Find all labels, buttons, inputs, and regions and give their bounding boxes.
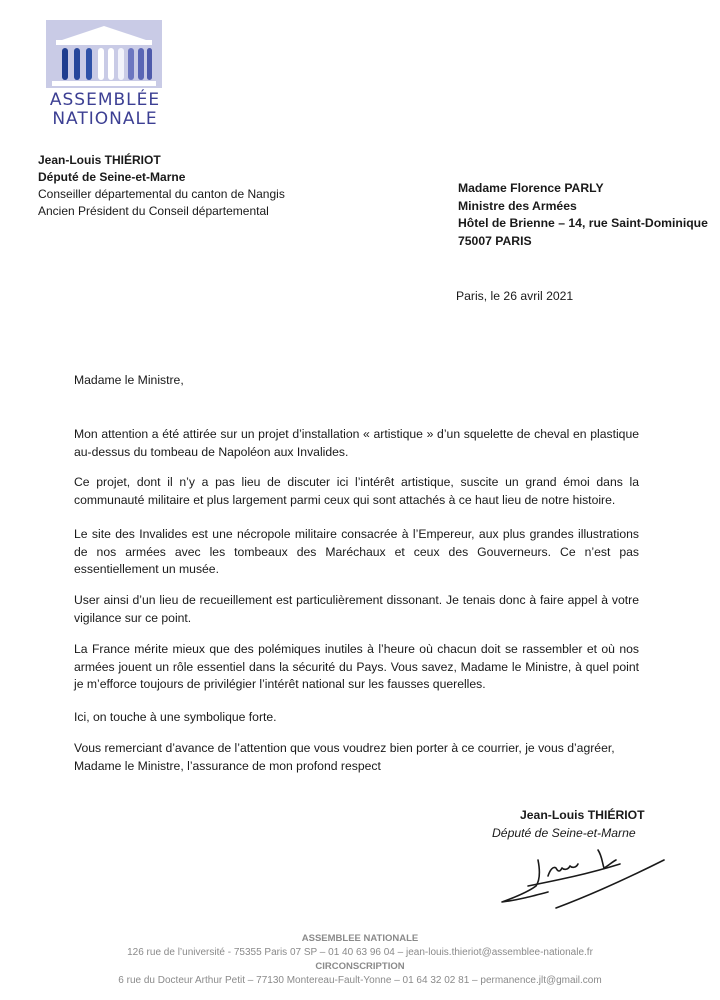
paragraph-text: Ici, on touche à une symbolique forte. — [74, 710, 277, 724]
handwritten-signature-icon — [498, 840, 668, 910]
paragraph-1 — [74, 426, 639, 461]
sender-name: Jean-Louis THIÉRIOT — [38, 153, 161, 167]
paragraph-text: La France mérite mieux que des polémiques inutiles à l’heure où chacun doit se rassembler et où nos armées jouent un rôle essentiel dans la sécurité du Pays. Vous savez, Madame le Ministre, à quel point je m’efforce toujours de privilégier l’intérêt national sur les fausses querelles. — [74, 642, 639, 691]
paragraph-6 — [74, 709, 639, 727]
paragraph-text: Vous remerciant d’avance de l’attention que vous voudrez bien porter à ce courrier, je vous d’agréer, Madame le Ministre, l’assurance de mon profond respect — [74, 741, 615, 773]
paragraph-2 — [74, 474, 639, 509]
paragraph-text: User ainsi d’un lieu de recueillement est particulièrement dissonant. Je tenais donc à faire appel à votre vigilance sur ce point. — [74, 593, 639, 625]
recipient-block — [458, 180, 708, 250]
assemblee-nationale-logo — [44, 20, 166, 132]
sender-title: Député de Seine-et-Marne — [38, 170, 186, 184]
logo-text-nationale: NATIONALE — [52, 109, 158, 129]
footer-circonscription-label: CIRCONSCRIPTION — [315, 961, 405, 972]
recipient-title: Ministre des Armées — [458, 198, 577, 213]
paragraph-4 — [74, 592, 639, 627]
footer-org-address: 126 rue de l’université - 75355 Paris 07 SP – 01 40 63 96 04 – jean-louis.thieriot@assemblee-nationale.fr — [127, 947, 593, 958]
sender-role-1: Conseiller départemental du canton de Nangis — [38, 187, 285, 201]
paragraph-text: Le site des Invalides est une nécropole militaire consacrée à l’Empereur, aux plus grandes illustrations de nos armées avec les tombeaux des Maréchaux et ceux des Gouverneurs. Ce n’est pas essentiellement un musée. — [74, 527, 639, 576]
footer-circonscription-address: 6 rue du Docteur Arthur Petit – 77130 Montereau-Fault-Yonne – 01 64 32 02 81 – permanence.jlt@gmail.com — [118, 975, 602, 986]
letter-date: Paris, le 26 avril 2021 — [456, 289, 574, 303]
paragraph-7 — [74, 740, 639, 775]
sender-block — [38, 152, 285, 220]
paragraph-5 — [74, 641, 639, 694]
recipient-name: Madame Florence PARLY — [458, 181, 604, 195]
sender-role-2: Ancien Président du Conseil départemental — [38, 204, 269, 218]
parliament-building-icon — [46, 20, 162, 88]
logo-text-assemblee: ASSEMBLÉE — [49, 90, 161, 110]
paragraph-text: Mon attention a été attirée sur un projet d’installation « artistique » d’un squelette de cheval en plastique au-dessus du tombeau de Napoléon aux Invalides. — [74, 427, 639, 459]
salutation-text: Madame le Ministre, — [74, 373, 184, 387]
footer-org: ASSEMBLEE NATIONALE — [301, 933, 419, 944]
paragraph-text: Ce projet, dont il n’y a pas lieu de discuter ici l’intérêt artistique, suscite un grand émoi dans la communauté militaire et plus largement parmi ceux qui sont attachés à ce haut lieu de notre histoire. — [74, 475, 639, 507]
paragraph-3 — [74, 526, 639, 579]
signature-name: Jean-Louis THIÉRIOT — [520, 808, 645, 822]
salutation — [74, 372, 639, 390]
footer — [0, 932, 720, 988]
signature-title: Député de Seine-et-Marne — [492, 826, 636, 840]
recipient-address: Hôtel de Brienne – 14, rue Saint-Dominique — [458, 216, 708, 230]
recipient-city: 75007 PARIS — [458, 233, 532, 248]
